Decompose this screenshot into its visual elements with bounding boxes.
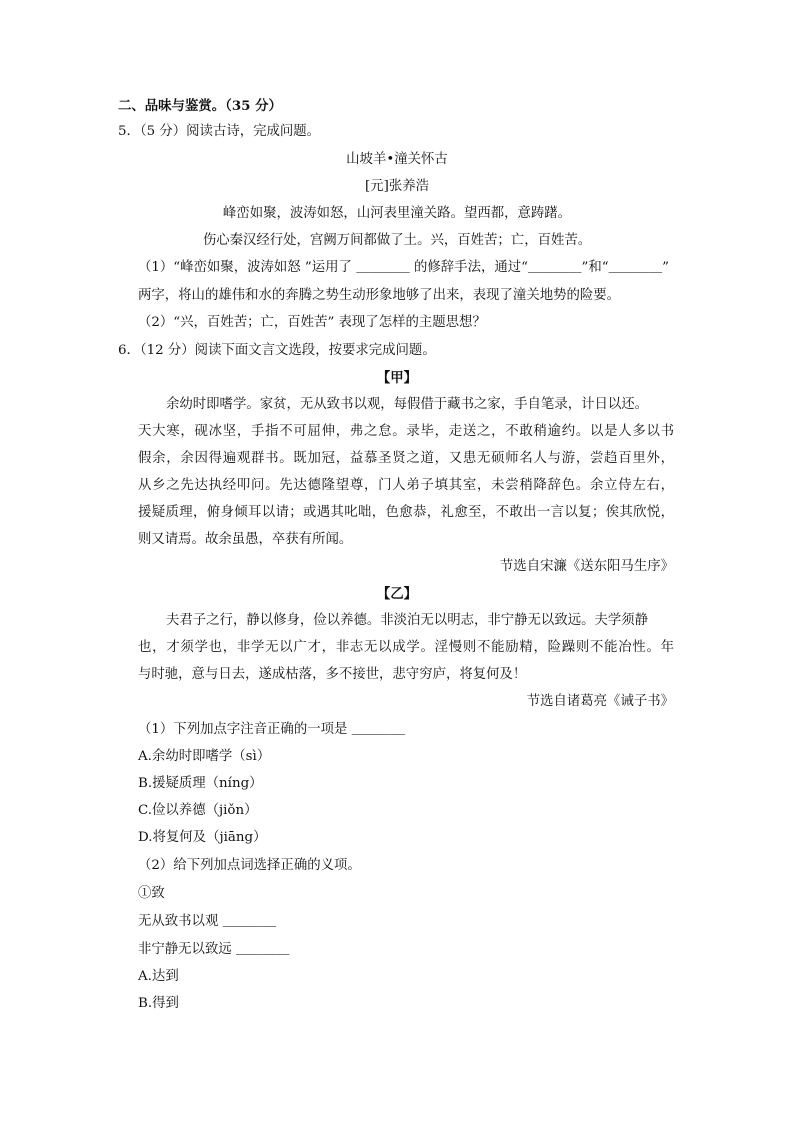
q6-sub2-option-b: B.得到 xyxy=(138,996,179,1011)
q6-sub2-line-b: 非宁静无以致远 ＿＿＿＿ xyxy=(138,942,290,957)
q6-sub2-line-a: 无从致书以观 ＿＿＿＿ xyxy=(138,914,277,929)
q6-sub1-option-b: B.援疑质理（níng） xyxy=(138,776,263,791)
passage-jia-line: 从乡之先达执经叩问。先达德隆望尊，门人弟子填其室，未尝稍降辞色。余立侍左右， xyxy=(138,478,674,493)
passage-yi-source: 节选自诸葛亮《诫子书》 xyxy=(526,694,674,709)
passage-jia-line: 余幼时即嗜学。家贫，无从致书以观，每假借于藏书之家，手自笔录，计日以还。 xyxy=(166,397,649,412)
poem-author: [元]张养浩 xyxy=(364,179,429,194)
q6-sub2-stem: （2）给下列加点词选择正确的义项。 xyxy=(138,858,361,873)
passage-jia-line: 天大寒，砚冰坚，手指不可屈伸，弗之怠。录毕，走送之，不敢稍逾约。以是人多以书 xyxy=(138,424,674,439)
question-6-stem: 6．（12 分）阅读下面文言文选段，按要求完成问题。 xyxy=(118,343,436,358)
passage-yi-line: 与时驰，意与日去，遂成枯落，多不接世，悲守穷庐，将复何及！ xyxy=(138,667,527,682)
passage-jia-line: 则又请焉。故余虽愚，卒获有所闻。 xyxy=(138,532,353,547)
question-5-stem: 5．（5 分）阅读古诗，完成问题。 xyxy=(118,124,321,139)
q5-sub1-line-2: 两字，将山的雄伟和水的奔腾之势生动形象地够了出来，表现了潼关地势的险要。 xyxy=(138,288,621,303)
passage-jia-heading: 【甲】 xyxy=(376,370,418,386)
q6-sub2-option-a: A.达到 xyxy=(138,969,179,984)
passage-jia-source: 节选自宋濂《送东阳马生序》 xyxy=(499,559,674,574)
poem-line-2: 伤心秦汉经行处，宫阙万间都做了土。兴，百姓苦；亡，百姓苦。 xyxy=(202,233,592,248)
poem-title: 山坡羊•潼关怀古 xyxy=(346,152,448,167)
poem-line-1: 峰峦如聚，波涛如怒，山河表里潼关路。望西都，意踌躇。 xyxy=(222,206,572,221)
q5-sub1-line-1: （1）“峰峦如聚，波涛如怒 ”运用了 ＿＿＿＿ 的修辞手法，通过“＿＿＿＿”和“＿＿＿＿” xyxy=(138,260,670,275)
passage-yi-heading: 【乙】 xyxy=(376,586,418,602)
passage-yi-line: 也，才须学也，非学无以广才，非志无以成学。淫慢则不能励精，险躁则不能冶性。年 xyxy=(138,640,674,655)
q6-sub2-item-marker: ①致 xyxy=(138,886,165,901)
q6-sub1-stem: （1）下列加点字注音正确的一项是 ＿＿＿＿ xyxy=(138,722,406,737)
q6-sub1-option-c: C.俭以养德（jiǒn） xyxy=(138,803,258,818)
q5-sub2: （2）“兴，百姓苦；亡，百姓苦” 表现了怎样的主题思想？ xyxy=(138,315,486,330)
q6-sub1-option-a: A.余幼时即嗜学（sì） xyxy=(138,749,271,764)
passage-yi-line: 夫君子之行，静以修身，俭以养德。非淡泊无以明志，非宁静无以致远。夫学须静 xyxy=(166,613,649,628)
passage-jia-line: 假余，余因得遍观群书。既加冠，益慕圣贤之道，又患无硕师名人与游，尝趋百里外， xyxy=(138,451,674,466)
section-header: 二、品味与鉴赏。（35 分） xyxy=(118,98,282,114)
passage-jia-line: 援疑质理，俯身倾耳以请；或遇其叱咄，色愈恭，礼愈至，不敢出一言以复；俟其欣悦， xyxy=(138,505,674,520)
q6-sub1-option-d: D.将复何及（jiāng） xyxy=(138,830,267,845)
